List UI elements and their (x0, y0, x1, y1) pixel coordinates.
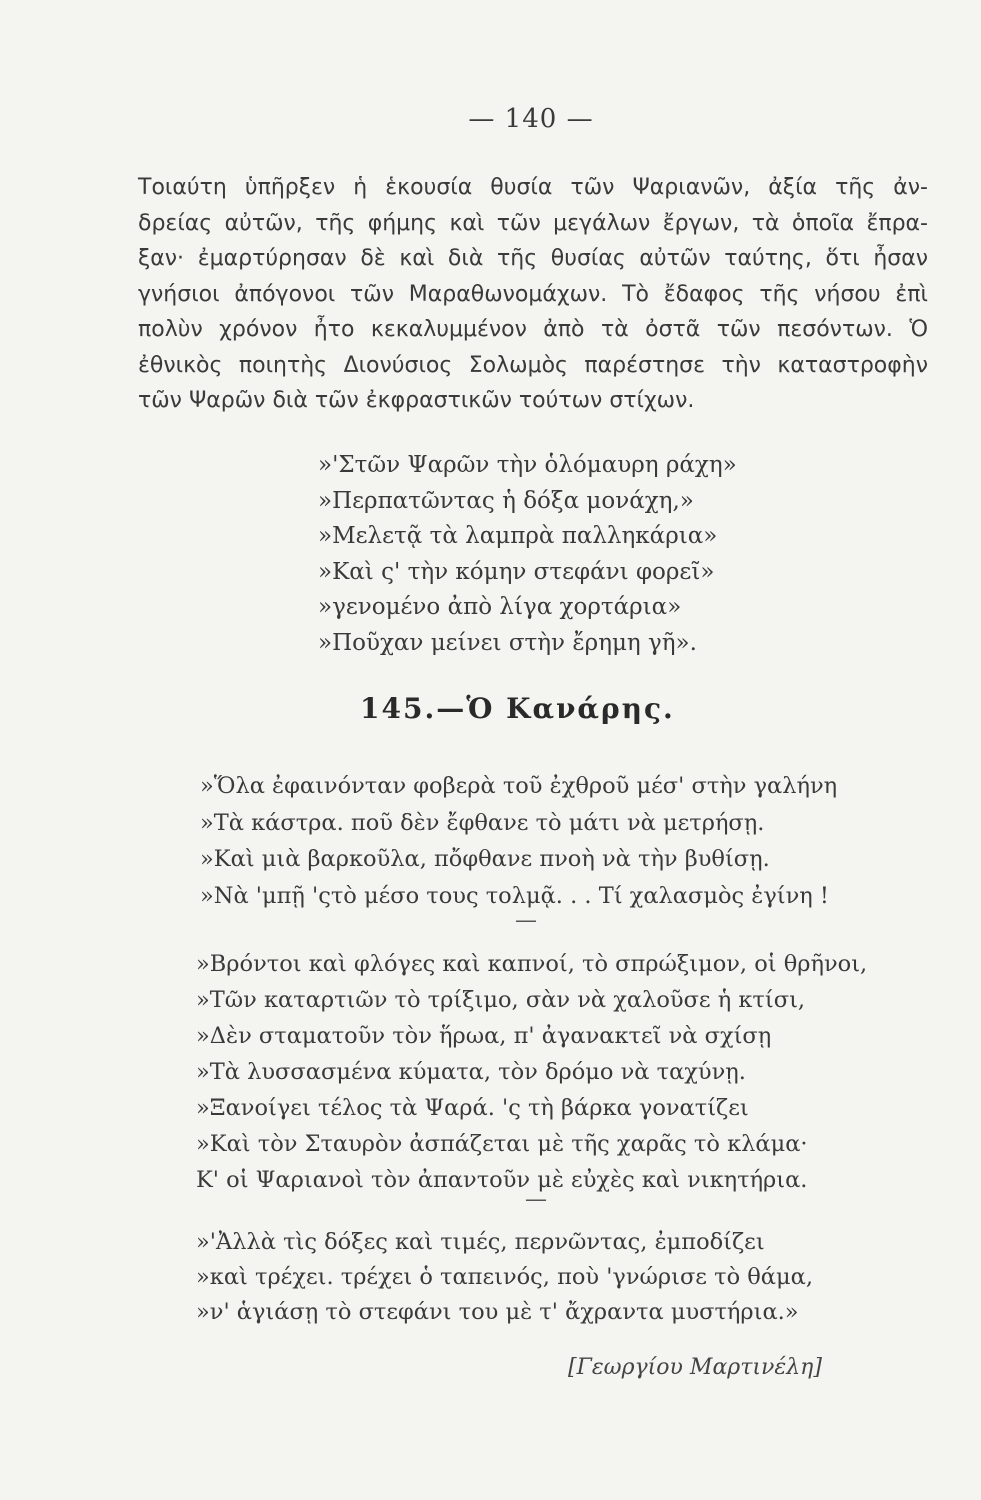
verse-kanaris-stanza-2 (196, 946, 867, 1198)
prose-line: ξαν· ἐμαρτύρησαν δὲ καὶ διὰ τῆς θυσίας αὐτῶν ταύτης, ὅτι ἦσαν (138, 246, 928, 271)
section-heading: 145.—Ὁ Κανάρης. (360, 692, 675, 725)
verse-line: »Τῶν καταρτιῶν τὸ τρίξιμο, σὰν νὰ χαλοῦσε ἡ κτίσι, (196, 987, 806, 1013)
page-number: — 140 — (468, 104, 594, 134)
verse-line: Κ' οἱ Ψαριανοὶ τὸν ἀπαντοῦν μὲ εὐχὲς καὶ νικητήρια. (196, 1167, 808, 1193)
verse-line: »'Στῶν Ψαρῶν τὴν ὁλόμαυρη ράχη» (318, 452, 737, 478)
prose-line: Τοιαύτη ὑπῆρξεν ἡ ἑκουσία θυσία τῶν Ψαριανῶν, ἀξία τῆς ἀν- (138, 175, 928, 200)
prose-line: πολὺν χρόνον ἦτο κεκαλυμμένον ἀπὸ τὰ ὀστᾶ τῶν πεσόντων. Ὁ (138, 317, 928, 342)
verse-line: »Καὶ ς' τὴν κόμην στεφάνι φορεῖ» (318, 558, 715, 585)
verse-line: »ν' ἁγιάσῃ τὸ στεφάνι του μὲ τ' ἄχραντα μυστήρια.» (196, 1299, 799, 1325)
verse-psara (318, 448, 737, 662)
stanza-separator: — (515, 908, 537, 933)
verse-line: »Ὅλα ἐφαινόνταν φοβερὰ τοῦ ἐχθροῦ μέσ' στὴν γαλήνη (200, 773, 838, 799)
prose-line: γνήσιοι ἀπόγονοι τῶν Μαραθωνομάχων. Τὸ ἔδαφος τῆς νήσου ἐπὶ (138, 281, 928, 307)
verse-line: »Ποῦχαν μείνει στὴν ἔρημη γῆ». (318, 629, 697, 656)
prose-line: τῶν Ψαρῶν διὰ τῶν ἐκφραστικῶν τούτων στίχων. (138, 388, 695, 413)
verse-line: »Τὰ λυσσασμένα κύματα, τὸν δρόμο νὰ ταχύνῃ. (196, 1059, 746, 1085)
verse-line: »Περπατῶντας ἡ δόξα μονάχη,» (318, 487, 694, 514)
verse-kanaris-stanza-3 (196, 1225, 813, 1330)
verse-line: »Μελετᾷ τὰ λαμπρὰ παλληκάρια» (318, 523, 718, 550)
prose-line: ἐθνικὸς ποιητὴς Διονύσιος Σολωμὸς παρέστησε τὴν καταστροφὴν (138, 352, 928, 378)
prose-line: δρείας αὐτῶν, τῆς φήμης καὶ τῶν μεγάλων ἔργων, τὰ ὁποῖα ἔπρα- (138, 210, 928, 236)
attribution: [Γεωργίου Μαρτινέλη] (568, 1355, 822, 1380)
prose-paragraph (138, 170, 928, 419)
verse-kanaris-stanza-1 (200, 768, 837, 914)
verse-line: »Νὰ 'μπῇ 'ςτὸ μέσο τους τολμᾷ. . . Τί χαλασμὸς ἐγίνη ! (200, 882, 829, 909)
verse-line: »Καὶ τὸν Σταυρὸν ἀσπάζεται μὲ τῆς χαρᾶς τὸ κλάμα· (196, 1131, 808, 1157)
verse-line: »'Ἀλλὰ τὶς δόξες καὶ τιμές, περνῶντας, ἐμποδίζει (196, 1229, 765, 1255)
stanza-separator: — (525, 1187, 547, 1212)
verse-line: »Καὶ μιὰ βαρκοῦλα, πὄφθανε πνοὴ νὰ τὴν βυθίσῃ. (200, 846, 770, 872)
verse-line: »Ξανοίγει τέλος τὰ Ψαρά. 'ς τὴ βάρκα γονατίζει (196, 1095, 749, 1121)
verse-line: »καὶ τρέχει. τρέχει ὁ ταπεινός, ποὺ 'γνώρισε τὸ θάμα, (196, 1264, 813, 1290)
verse-line: »γενομένο ἀπὸ λίγα χορτάρια» (318, 594, 682, 621)
verse-line: »Βρόντοι καὶ φλόγες καὶ καπνοί, τὸ σπρώξιμον, οἱ θρῆνοι, (196, 951, 868, 977)
verse-line: »Τὰ κάστρα. ποῦ δὲν ἔφθανε τὸ μάτι νὰ μετρήσῃ. (200, 809, 765, 836)
verse-line: »Δὲν σταματοῦν τὸν ἥρωα, π' ἀγανακτεῖ νὰ σχίσῃ (196, 1023, 772, 1049)
